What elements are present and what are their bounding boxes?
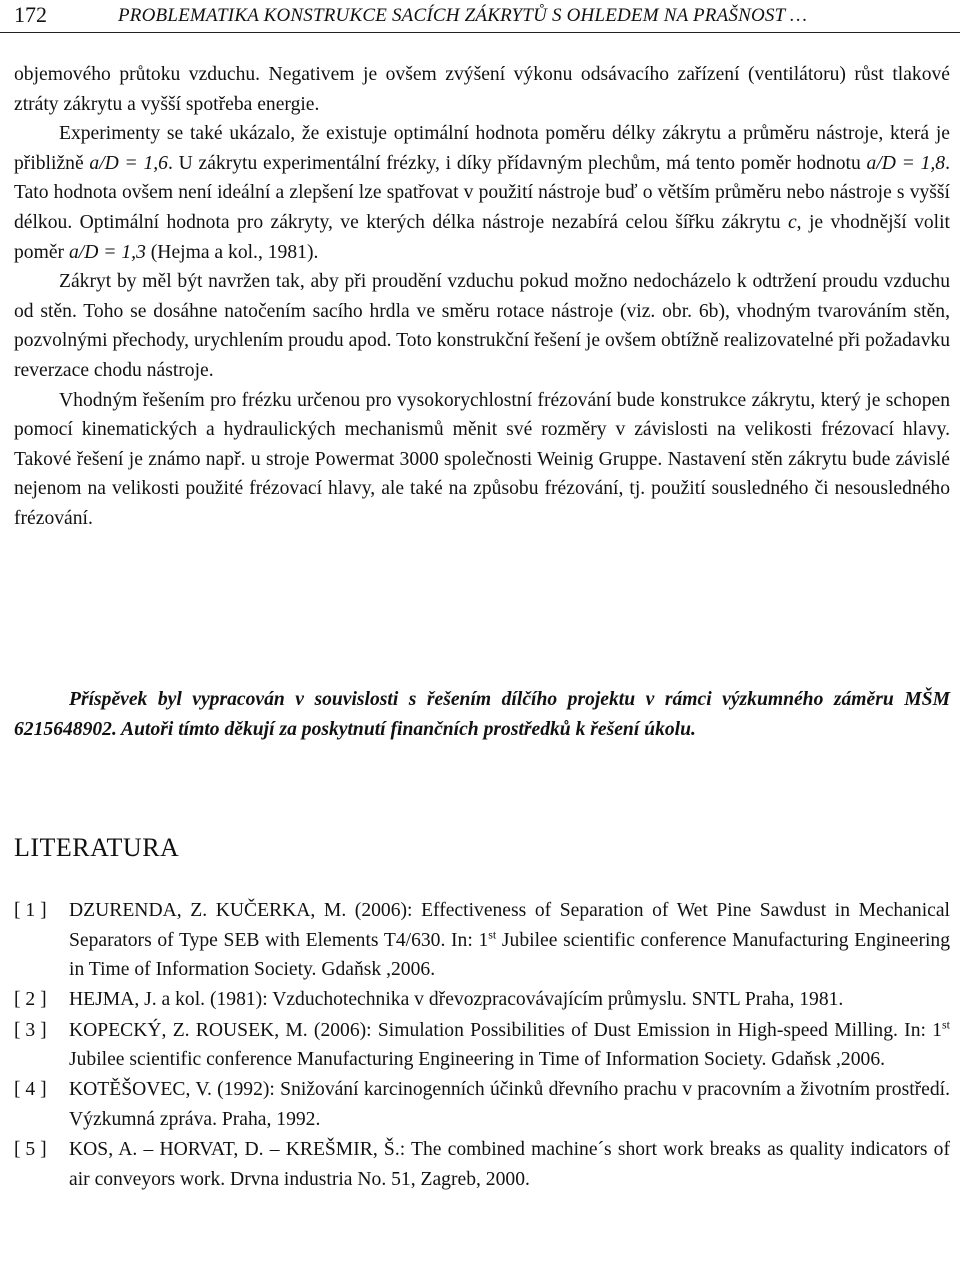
superscript: st [941, 1017, 950, 1032]
reference-text: KOTĚŠOVEC, V. (1992): Snižování karcinogenních účinků dřevního prachu v pracovním a životním prostředí. Výzkumná zpráva. Praha, 1992. [69, 1079, 950, 1130]
reference-number: [ 5 ] [14, 1139, 47, 1161]
reference-number: [ 4 ] [14, 1079, 47, 1101]
variable-c: c [787, 211, 797, 233]
reference-text-cont: Jubilee scientific conference Manufacturing Engineering in Time of Information Society. Gdaňsk ,2006. [69, 1049, 886, 1071]
page-header [0, 0, 960, 34]
literature-heading: LITERATURA [14, 833, 180, 862]
paragraph-3: Zákryt by měl být navržen tak, aby při proudění vzduchu pokud možno nedocházelo k odtržení proudu vzduchu od stěn. Toho se dosáhne natočením sacího hrdla ve směru rotace nástroje (viz. obr. 6b), vhodným tvarováním stěn, pozvolnými přechody, urychlením proudu apod. Toto konstrukční řešení je ovšem obtížně realizovatelné při požadavku reverzace chodu nástroje. [14, 271, 950, 381]
reference-list [14, 896, 950, 1195]
reference-text: HEJMA, J. a kol. (1981): Vzduchotechnika v dřevozpracovávajícím průmyslu. SNTL Praha, 1981. [69, 989, 844, 1011]
reference-item [14, 985, 950, 1015]
reference-text: DZURENDA, Z. KUČERKA, M. (2006): Effectiveness of Separation of Wet Pine Sawdust in Mechanical Separators of Type SEB with Elements T4/630. In: 1 [69, 900, 950, 951]
paragraph-2 [14, 119, 950, 267]
ratio-a-d-3: a/D = 1,3 [68, 241, 146, 263]
reference-item [14, 1016, 950, 1075]
reference-number: [ 1 ] [14, 900, 47, 921]
reference-item [14, 896, 950, 985]
paragraph-4: Vhodným řešením pro frézku určenou pro vysokorychlostní frézování bude konstrukce zákrytu, který je schopen pomocí kinematických a hydraulických mechanismů měnit své rozměry v závislosti na velikosti frézovací hlavy. Takové řešení je známo např. u stroje Powermat 3000 společnosti Weinig Gruppe. Nastavení stěn zákrytu bude závislé nejenom na velikosti použité frézovací hlavy, ale také na způsobu frézování, tj. použití sousledného či nesousledného frézování. [14, 389, 950, 529]
body-text [14, 60, 950, 534]
paragraph-2-text-2: . U zákrytu experimentální frézky, i díky přídavným plechům, má tento poměr hodnotu [167, 152, 867, 174]
paragraph-2-text-1: Experimenty se také ukázalo, že existuje optimální hodnota poměru délky zákrytu a průměru nástroje, která je přibližně [14, 123, 950, 174]
superscript: st [488, 927, 497, 942]
reference-item [14, 1135, 950, 1194]
running-title: PROBLEMATIKA KONSTRUKCE SACÍCH ZÁKRYTŮ S OHLEDEM NA PRAŠNOST … [118, 5, 808, 26]
reference-number: [ 3 ] [14, 1019, 47, 1041]
paragraph-2-text-5: (Hejma a kol., 1981). [145, 241, 319, 263]
reference-number: [ 2 ] [14, 989, 47, 1011]
ratio-a-d-2: a/D = 1,8 [866, 152, 946, 174]
paragraph-1: objemového průtoku vzduchu. Negativem je ovšem zvýšení výkonu odsávacího zařízení (ventilátoru) růst tlakové ztráty zákrytu a vyšší spotřeba energie. [14, 64, 950, 115]
paragraph-2-text-3: . Tato hodnota ovšem není ideální a zlepšení lze spatřovat v použití nástroje buď o větším průměru nebo nástroje s vyšší délkou. Optimální hodnota pro zákryty, ve kterých délka nástroje nezabírá celou šířku zákrytu [14, 152, 951, 233]
reference-text: KOPECKÝ, Z. ROUSEK, M. (2006): Simulation Possibilities of Dust Emission in High-speed Milling. In: 1 [69, 1019, 942, 1041]
header-rule [0, 32, 960, 33]
page-number: 172 [14, 2, 47, 27]
acknowledgement: Příspěvek byl vypracován v souvislosti s řešením dílčího projektu v rámci výzkumného záměru MŠM 6215648902. Autoři tímto děkují za poskytnutí finančních prostředků k řešení úkolu. [14, 689, 950, 740]
reference-item [14, 1075, 950, 1134]
paragraph-2-text-4: , je vhodnější volit poměr [14, 211, 950, 263]
ratio-a-d-1: a/D = 1,6 [89, 152, 168, 174]
reference-text-cont: Jubilee scientific conference Manufacturing Engineering in Time of Information Society. Gdaňsk ,2006. [69, 929, 951, 981]
reference-text: KOS, A. – HORVAT, D. – KREŠMIR, Š.: The combined machine´s short work breaks as quality indicators of air conveyors work. Drvna industria No. 51, Zagreb, 2000. [69, 1139, 950, 1190]
